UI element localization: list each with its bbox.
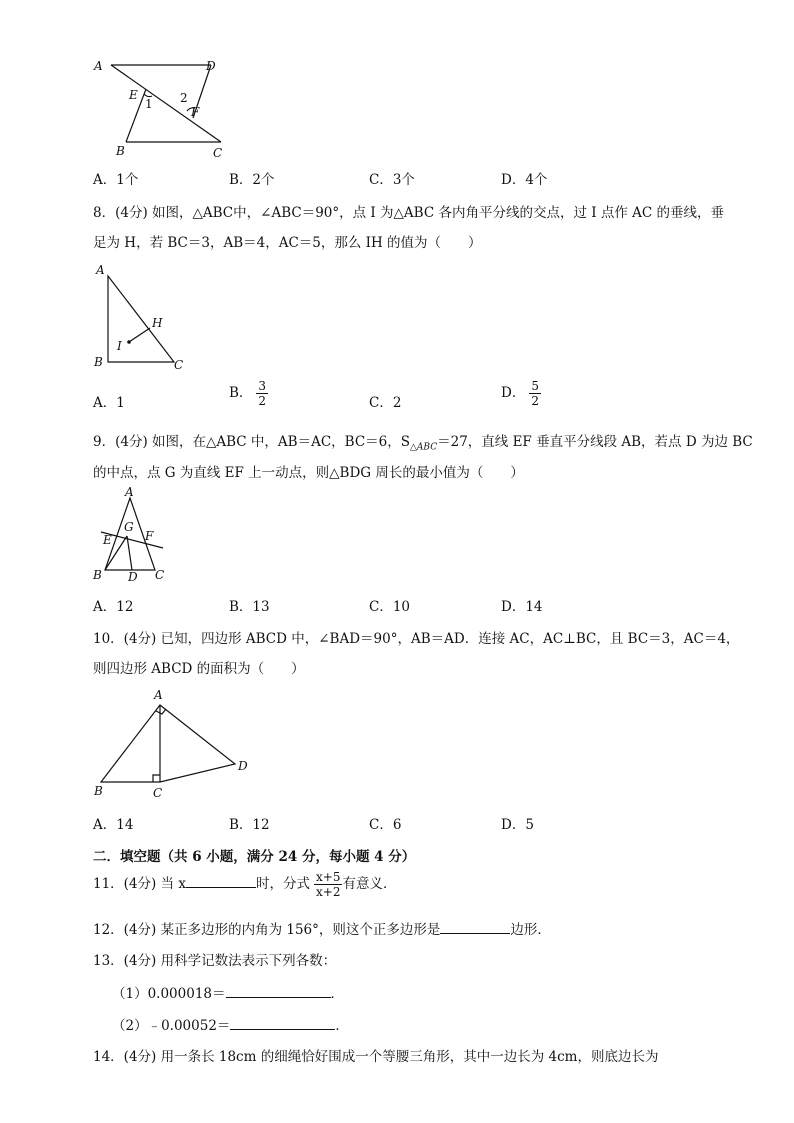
q10-label-D: D	[238, 759, 248, 773]
q7-line-AC	[111, 65, 221, 142]
q13-sub1-end: ．	[330, 986, 345, 1002]
q11-suffix: 有意义．	[342, 876, 397, 892]
q9-label-D: D	[128, 570, 138, 584]
q9-text-line1-b: ＝27，直线 EF 垂直平分线段 AB，若点 D 为边 BC	[437, 434, 753, 450]
q12-prefix: 12．(4分) 某正多边形的内角为 156°，则这个正多边形是	[93, 922, 441, 938]
q9-text-line1-a: 9．(4分) 如图，在△ABC 中，AB＝AC，BC＝6，S	[93, 434, 411, 450]
q11-middle: 时，分式	[256, 876, 310, 892]
q9-text-line1	[93, 430, 753, 453]
section-heading: 二．填空题（共 6 小题，满分 24 分，每小题 4 分）	[93, 849, 416, 865]
q8-segment-IH	[129, 328, 150, 342]
q8-label-C: C	[174, 358, 184, 372]
q9-label-F: F	[145, 529, 154, 543]
q10-option-b[interactable]: B．12	[229, 817, 270, 833]
q9-label-A: A	[125, 485, 134, 499]
q11-answer-blank[interactable]	[186, 875, 256, 888]
q7-label-1: 1	[145, 97, 153, 111]
q8-option-d-denominator: 2	[531, 394, 539, 408]
q9-label-B: B	[93, 568, 102, 582]
q8-option-d-label: D．	[501, 385, 526, 401]
q10-text-line2: 则四边形 ABCD 的面积为（ ）	[93, 661, 305, 677]
q12-answer-blank[interactable]	[440, 921, 510, 934]
q8-label-I: I	[117, 339, 122, 353]
q11-numerator: x+5	[316, 870, 341, 884]
q8-option-b[interactable]	[229, 380, 268, 407]
q12-line	[93, 918, 551, 938]
q13-sub1	[112, 982, 344, 1002]
q8-point-I	[127, 340, 131, 344]
q10-right-angle-C	[153, 775, 160, 782]
q7-label-A: A	[94, 59, 103, 73]
q8-option-c[interactable]: C．2	[369, 395, 402, 411]
q13-sub2	[112, 1014, 349, 1034]
q13-line: 13．(4分) 用科学记数法表示下列各数：	[93, 953, 337, 969]
q12-suffix: 边形．	[510, 922, 551, 938]
q8-option-b-numerator: 3	[258, 379, 267, 393]
q8-option-b-denominator: 2	[258, 394, 267, 408]
q9-option-a[interactable]: A．12	[93, 599, 134, 615]
q10-right-angle-A	[156, 709, 166, 714]
q7-label-E: E	[129, 88, 138, 102]
q13-sub1-answer-blank[interactable]	[226, 985, 331, 998]
q10-option-c[interactable]: C．6	[369, 817, 402, 833]
q13-sub2-end: ．	[335, 1018, 349, 1034]
q9-text-line2: 的中点，点 G 为直线 EF 上一动点，则△BDG 周长的最小值为（ ）	[93, 465, 524, 481]
q7-option-c[interactable]: C．3个	[369, 172, 415, 188]
q11-line	[93, 871, 396, 898]
q8-option-a[interactable]: A．1	[93, 395, 125, 411]
q8-text-line1: 8．(4分) 如图，△ABC中，∠ABC＝90°，点 I 为△ABC 各内角平分线的交点，过 I 点作 AC 的垂线，垂	[93, 205, 725, 221]
q7-figure	[88, 55, 238, 160]
q9-figure	[88, 484, 178, 588]
q8-option-d[interactable]	[501, 380, 541, 407]
q7-label-C: C	[213, 146, 223, 160]
q11-fraction	[314, 871, 342, 898]
q9-label-E: E	[103, 533, 112, 547]
q8-option-d-numerator: 5	[531, 379, 539, 393]
q9-option-b[interactable]: B．13	[229, 599, 270, 615]
q7-option-a[interactable]: A．1个	[93, 172, 139, 188]
q9-label-C: C	[155, 568, 165, 582]
q13-sub1-label: （1）0.000018＝	[112, 986, 226, 1002]
q13-sub2-label: （2）﹣0.00052＝	[112, 1018, 231, 1034]
q8-text-line2: 足为 H，若 BC＝3，AB＝4，AC＝5，那么 IH 的值为（ ）	[93, 235, 482, 251]
q13-sub2-answer-blank[interactable]	[230, 1017, 335, 1030]
q7-label-D: D	[206, 59, 216, 73]
q8-option-d-fraction	[529, 380, 541, 407]
q7-label-F: F	[191, 105, 200, 119]
q7-label-2: 2	[180, 91, 188, 105]
q7-option-d[interactable]: D．4个	[501, 172, 548, 188]
q8-option-b-fraction	[256, 380, 268, 407]
q10-quadrilateral-ABCD	[101, 705, 235, 782]
q14-line: 14．(4分) 用一条长 18cm 的细绳恰好围成一个等腰三角形，其中一边长为 4cm，则底边长为	[93, 1049, 659, 1065]
q8-label-H: H	[152, 316, 163, 330]
q10-label-A: A	[154, 688, 163, 702]
q10-text-line1: 10．(4分) 已知，四边形 ABCD 中，∠BAD＝90°，AB＝AD．连接 AC，AC⊥BC，且 BC＝3，AC＝4，	[93, 631, 740, 647]
q11-prefix: 11．(4分) 当 x	[93, 876, 186, 892]
q9-option-d[interactable]: D．14	[501, 599, 543, 615]
q10-option-d[interactable]: D．5	[501, 817, 534, 833]
q7-label-B: B	[116, 144, 125, 158]
q10-label-B: B	[94, 784, 103, 798]
q10-option-a[interactable]: A．14	[93, 817, 134, 833]
q9-label-G: G	[124, 520, 134, 534]
q9-area-subscript: △ABC	[410, 442, 438, 453]
q9-segment-GD	[127, 536, 132, 570]
q7-option-b[interactable]: B．2个	[229, 172, 275, 188]
q9-option-c[interactable]: C．10	[369, 599, 411, 615]
q8-label-B: B	[94, 355, 103, 369]
q10-figure	[88, 683, 258, 803]
q8-figure	[88, 258, 198, 376]
q10-label-C: C	[153, 786, 163, 800]
q8-label-A: A	[96, 263, 105, 277]
q8-option-b-label: B．	[229, 385, 253, 401]
q11-denominator: x+2	[316, 885, 341, 899]
